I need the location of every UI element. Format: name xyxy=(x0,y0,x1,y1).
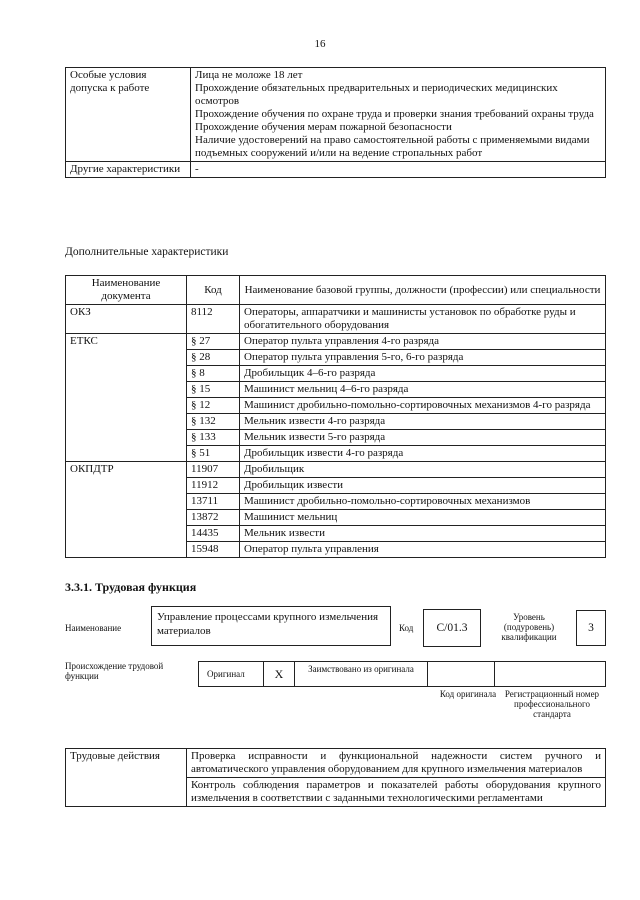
doc-occupation: Дробильщик извести 4-го разряда xyxy=(240,446,606,462)
doc-name: ОКЗ xyxy=(66,305,187,334)
labor-action-item: Проверка исправности и функциональной надежности систем ручного и автоматического управления оборудованием для крупного измельчения материалов xyxy=(187,749,606,778)
column-header: Наименование документа xyxy=(66,276,187,305)
doc-code: 11907 xyxy=(187,462,240,478)
reg-number-cell xyxy=(495,661,606,687)
doc-code: § 51 xyxy=(187,446,240,462)
condition-line: Наличие удостоверений на право самостоятельной работы с применяемыми видами подъемных сооружений и/или на ведение стропальных работ xyxy=(195,134,590,159)
doc-code: 14435 xyxy=(187,526,240,542)
labor-action-item: Контроль соблюдения параметров и показателей работы оборудования крупного измельчения в соответствии с заданными технологическими регламентами xyxy=(187,778,606,807)
table-row xyxy=(66,162,606,178)
qualification-level-value: 3 xyxy=(588,622,594,634)
doc-occupation: Дробильщик 4–6-го разряда xyxy=(240,366,606,382)
doc-occupation: Машинист дробильно-помольно-сортировочных механизмов xyxy=(240,494,606,510)
doc-occupation: Мельник извести 5-го разряда xyxy=(240,430,606,446)
borrowed-label: Заимствовано из оригинала xyxy=(308,664,414,674)
labor-actions-label: Трудовые действия xyxy=(66,749,187,807)
doc-occupation: Оператор пульта управления 4-го разряда xyxy=(240,334,606,350)
function-name-field xyxy=(151,606,391,646)
section-heading: 3.3.1. Трудовая функция xyxy=(65,580,197,594)
doc-occupation: Дробильщик извести xyxy=(240,478,606,494)
page-number: 16 xyxy=(314,38,326,50)
special-conditions-value xyxy=(191,68,606,162)
code-original-label: Код оригинала xyxy=(439,689,497,699)
classifier-table xyxy=(65,275,606,558)
additional-characteristics-title: Дополнительные характеристики xyxy=(65,246,229,258)
doc-code: § 8 xyxy=(187,366,240,382)
doc-name: ЕТКС xyxy=(66,334,187,462)
table-row xyxy=(66,68,606,162)
code-field xyxy=(423,609,481,647)
doc-code: 13711 xyxy=(187,494,240,510)
doc-code: § 15 xyxy=(187,382,240,398)
other-characteristics-value: - xyxy=(191,162,606,178)
doc-code: § 133 xyxy=(187,430,240,446)
doc-occupation: Мельник извести xyxy=(240,526,606,542)
code-original-cell xyxy=(428,661,495,687)
doc-occupation: Машинист мельниц xyxy=(240,510,606,526)
column-header: Код xyxy=(187,276,240,305)
doc-occupation: Оператор пульта управления 5-го, 6-го разряда xyxy=(240,350,606,366)
original-mark: X xyxy=(274,667,284,681)
doc-code: § 27 xyxy=(187,334,240,350)
doc-occupation: Машинист дробильно-помольно-сортировочных механизмов 4-го разряда xyxy=(240,398,606,414)
doc-code: 8112 xyxy=(187,305,240,334)
column-header: Наименование базовой группы, должности (профессии) или специальности xyxy=(240,276,606,305)
code-value: C/01.3 xyxy=(436,622,468,634)
doc-name: ОКПДТР xyxy=(66,462,187,558)
original-cell xyxy=(198,661,263,687)
function-name-value: Управление процессами крупного измельчения материалов xyxy=(157,611,379,637)
doc-code: § 12 xyxy=(187,398,240,414)
table-row xyxy=(66,334,606,350)
doc-code: § 132 xyxy=(187,414,240,430)
doc-code: 11912 xyxy=(187,478,240,494)
doc-occupation: Дробильщик xyxy=(240,462,606,478)
table-row xyxy=(66,749,606,778)
special-conditions-label: Особые условия допуска к работе xyxy=(66,68,191,162)
doc-occupation: Машинист мельниц 4–6-го разряда xyxy=(240,382,606,398)
original-mark-cell xyxy=(263,661,295,687)
condition-line: Прохождение обучения по охране труда и проверки знания требований охраны труда xyxy=(195,108,594,120)
doc-occupation: Мельник извести 4-го разряда xyxy=(240,414,606,430)
doc-occupation: Оператор пульта управления xyxy=(240,542,606,558)
table-row xyxy=(66,305,606,334)
condition-line: Прохождение обучения мерам пожарной безопасности xyxy=(195,121,452,133)
reg-number-label: Регистрационный номер профессионального стандарта xyxy=(504,689,600,719)
function-name-label: Наименование xyxy=(65,623,122,633)
condition-line: Лица не моложе 18 лет xyxy=(195,69,303,81)
table-header-row xyxy=(66,276,606,305)
admission-conditions-table xyxy=(65,67,606,178)
doc-occupation: Операторы, аппаратчики и машинисты установок по обработке руды и обогатительного оборудования xyxy=(240,305,606,334)
code-label: Код xyxy=(399,623,414,633)
borrowed-cell xyxy=(295,661,428,687)
qualification-level-label: Уровень (подуровень) квалификации xyxy=(501,612,557,642)
origin-label: Происхождение трудовой функции xyxy=(65,661,164,681)
table-row xyxy=(66,462,606,478)
other-characteristics-label: Другие характеристики xyxy=(66,162,191,178)
condition-line: Прохождение обязательных предварительных и периодических медицинских осмотров xyxy=(195,82,558,107)
doc-code: 15948 xyxy=(187,542,240,558)
labor-actions-table xyxy=(65,748,606,807)
doc-code: 13872 xyxy=(187,510,240,526)
original-label: Оригинал xyxy=(207,669,245,679)
qualification-level-field xyxy=(576,610,606,646)
doc-code: § 28 xyxy=(187,350,240,366)
